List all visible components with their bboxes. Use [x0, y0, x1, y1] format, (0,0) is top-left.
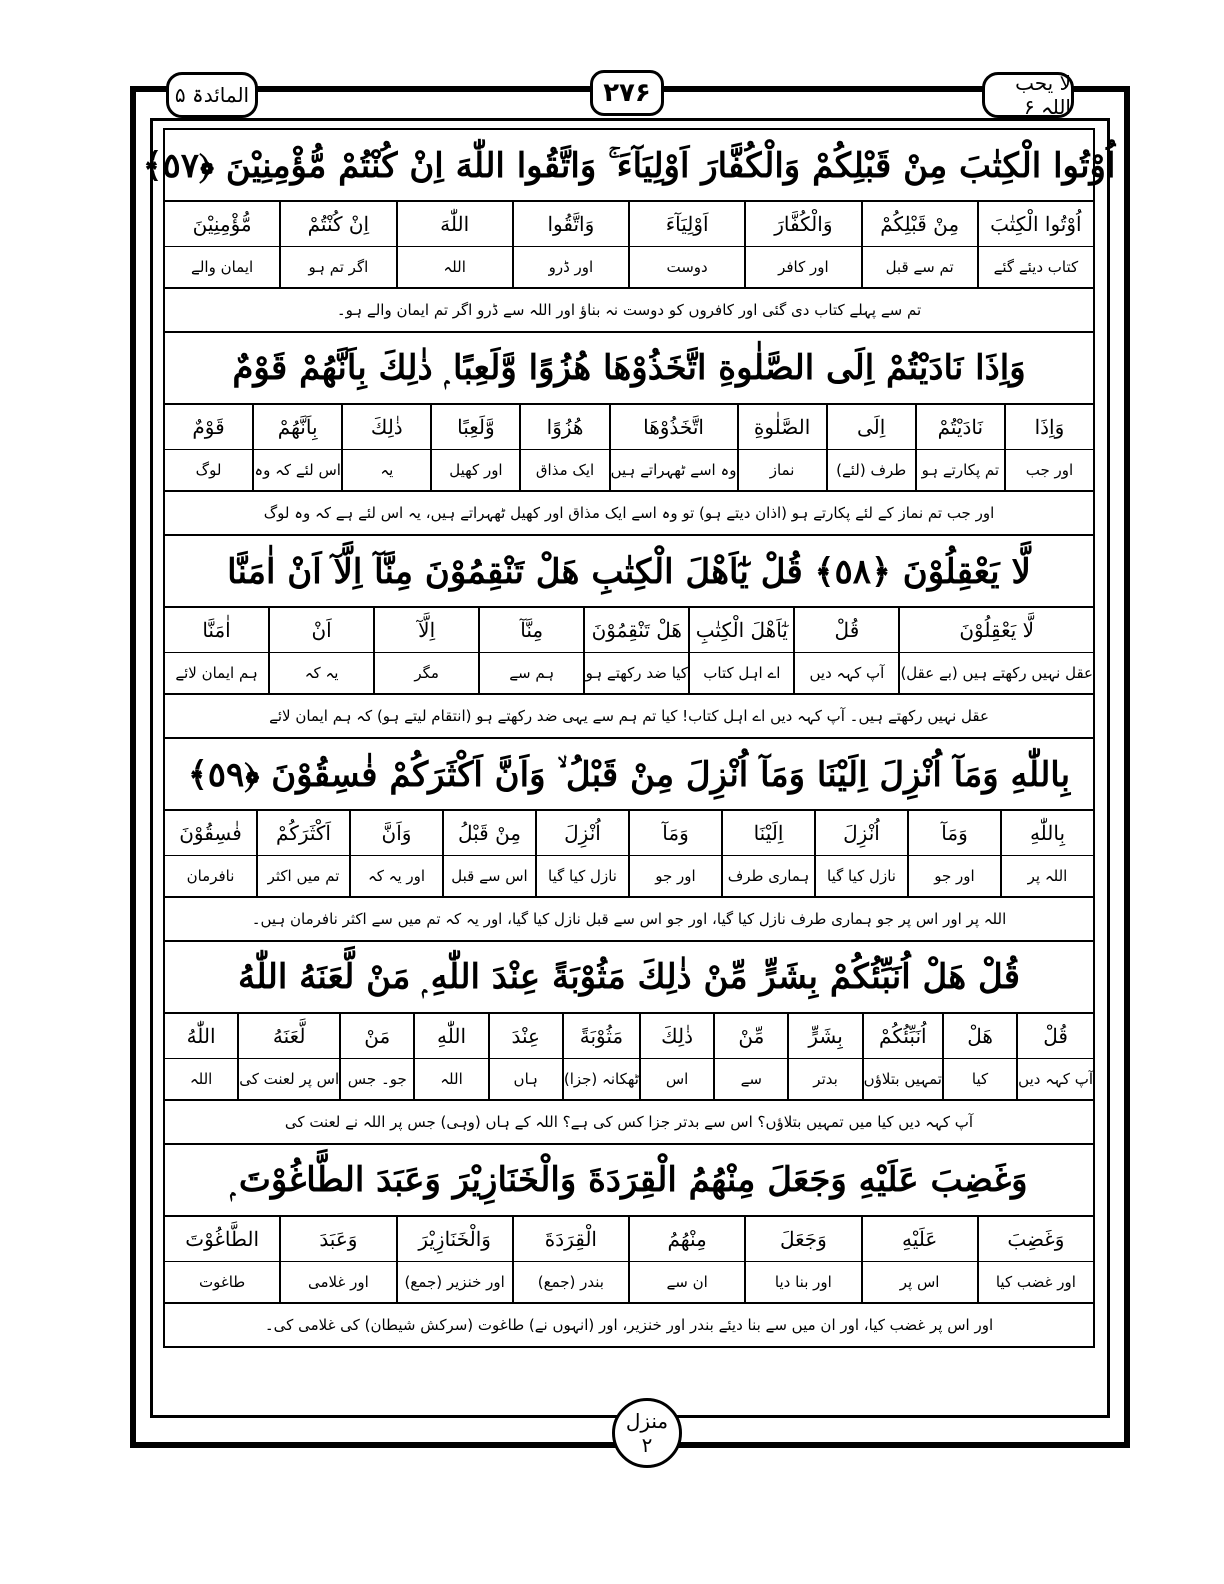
manzil-number: ۲	[641, 1433, 653, 1457]
arabic-word: قَوْمٌ	[165, 405, 252, 450]
ayah-line: وَغَضِبَ عَلَيْهِ وَجَعَلَ مِنْهُمُ الْقِرَدَةَ وَالْخَنَازِيْرَ وَعَبَدَ الطَّاغُوْتَ ۭ	[165, 1145, 1093, 1217]
urdu-translation: تم سے پہلے کتاب دی گئی اور کافروں کو دوست نہ بناؤ اور اللہ سے ڈرو اگر تم ایمان والے ہو۔	[336, 301, 922, 319]
word-cell	[907, 811, 1000, 896]
arabic-word: مِنْ قَبْلُ	[444, 811, 535, 856]
ayah-line: وَاِذَا نَادَيْتُمْ اِلَى الصَّلٰوةِ اتَّخَذُوْهَا هُزُوًا وَّلَعِبًا ۭ ذٰلِكَ بِاَنَّهُمْ قَوْمٌ	[165, 333, 1093, 405]
word-cell	[430, 405, 519, 490]
arabic-word: مَنْ	[341, 1014, 413, 1059]
ayah-line: بِاللّٰهِ وَمَآ اُنْزِلَ اِلَيْنَا وَمَآ اُنْزِلَ مِنْ قَبْلُ ۙ وَاَنَّ اَكْثَرَكُمْ فٰسِقُوْنَ ﴿٥٩﴾	[165, 739, 1093, 811]
arabic-word: ذٰلِكَ	[641, 1014, 713, 1059]
word-cell	[268, 608, 373, 693]
word-cell	[814, 811, 907, 896]
arabic-word: وَمَآ	[630, 811, 721, 856]
urdu-word-meaning: بدتر	[813, 1070, 838, 1088]
word-cell	[237, 1014, 339, 1099]
arabic-word: لَّعَنَهُ	[239, 1014, 339, 1059]
arabic-word: اُنَبِّئُكُمْ	[864, 1014, 942, 1059]
verse-block	[163, 1143, 1095, 1348]
word-cell	[826, 405, 915, 490]
arabic-word: مِّنْ	[715, 1014, 787, 1059]
arabic-word: اللّٰهُ	[165, 1014, 237, 1059]
urdu-translation: اللہ پر اور اس پر جو ہماری طرف نازل کیا گیا، اور جو اس سے قبل نازل کیا گیا، اور یہ کہ تم میں سے اکثر نافرمان ہیں۔	[251, 910, 1007, 928]
word-cell	[373, 608, 478, 693]
urdu-word-meaning: تم سے قبل	[885, 258, 954, 276]
arabic-word: اِلَيْنَا	[723, 811, 814, 856]
word-cell	[562, 1014, 639, 1099]
arabic-word: قُلْ	[1018, 1014, 1093, 1059]
arabic-word: وَاتَّقُوا	[514, 202, 628, 247]
arabic-word: مُّؤْمِنِيْنَ	[165, 202, 279, 247]
word-cell	[165, 1217, 279, 1302]
urdu-word-meaning: ہاں	[513, 1070, 538, 1088]
urdu-word-meaning: ہم سے	[509, 664, 555, 682]
urdu-translation: اور جب تم نماز کے لئے پکارتے ہو (اذان دیتے ہو) تو وہ اسے ایک مذاق اور کھیل ٹھہراتے ہیں، یہ اس لئے ہے کہ وہ لوگ	[263, 504, 995, 522]
word-cell	[519, 405, 608, 490]
word-cell	[1000, 811, 1093, 896]
word-cell	[787, 1014, 861, 1099]
urdu-translation: عقل نہیں رکھتے ہیں۔ آپ کہہ دیں اے اہل کتاب! کیا تم ہم سے یہی ضد رکھتے ہو (انتقام لیتے ہو) کہ ہم ایمان لائے	[269, 707, 989, 725]
urdu-word-meaning: اس سے قبل	[451, 867, 528, 885]
urdu-word-meaning: اور غلامی	[307, 1273, 369, 1291]
word-cell	[341, 405, 430, 490]
urdu-word-meaning: کتاب دیئے گئے	[993, 258, 1079, 276]
urdu-word-meaning: نافرمان	[186, 867, 235, 885]
arabic-word: بِشَرٍّ	[789, 1014, 861, 1059]
urdu-word-meaning: کیا	[971, 1070, 989, 1088]
word-by-word-grid	[165, 405, 1093, 492]
urdu-word-meaning: اور یہ کہ	[367, 867, 426, 885]
urdu-word-meaning: ٹھکانہ (جزا)	[563, 1070, 639, 1088]
urdu-word-meaning: ہم ایمان لائے	[175, 664, 258, 682]
urdu-word-meaning: اور کھیل	[449, 461, 503, 479]
arabic-word: وَاِذَا	[1006, 405, 1093, 450]
arabic-word: اَوْلِيَآءَ	[630, 202, 744, 247]
arabic-word: يٰٓاَهْلَ الْكِتٰبِ	[690, 608, 793, 653]
word-cell	[1004, 405, 1093, 490]
arabic-word: اِنْ كُنْتُمْ	[281, 202, 395, 247]
word-cell	[609, 405, 737, 490]
arabic-word: قُلْ	[795, 608, 898, 653]
arabic-word: اُوْتُوا الْكِتٰبَ	[979, 202, 1093, 247]
urdu-word-meaning: ہماری طرف	[727, 867, 810, 885]
verse-block	[142, 128, 1116, 331]
urdu-word-meaning: کیا ضد رکھتے ہو	[585, 664, 688, 682]
word-cell	[977, 202, 1093, 287]
arabic-word: هَلْ	[944, 1014, 1016, 1059]
word-cell	[413, 1014, 487, 1099]
urdu-word-meaning: طاغوت	[199, 1273, 246, 1291]
arabic-word: عِنْدَ	[490, 1014, 562, 1059]
word-cell	[583, 608, 688, 693]
word-by-word-grid	[165, 811, 1093, 898]
arabic-word: مَثُوْبَةً	[564, 1014, 639, 1059]
arabic-word: اللّٰهِ	[415, 1014, 487, 1059]
urdu-word-meaning: اللہ	[189, 1070, 213, 1088]
urdu-word-meaning: عقل نہیں رکھتے ہیں (بے عقل)	[900, 664, 1093, 682]
verse-block	[163, 331, 1095, 534]
urdu-translation: اور اس پر غضب کیا، اور ان میں سے بنا دیئے بندر اور خنزیر، اور (انہوں نے) طاغوت (سرکش شیطان) کی غلامی کی۔	[264, 1316, 994, 1334]
ayah-line: اُوْتُوا الْكِتٰبَ مِنْ قَبْلِكُمْ وَالْكُفَّارَ اَوْلِيَآءَ ۚ وَاتَّقُوا اللّٰهَ اِنْ كُنْتُمْ مُّؤْمِنِيْنَ ﴿٥٧﴾	[165, 130, 1093, 202]
arabic-word: الطَّاغُوْتَ	[165, 1217, 279, 1262]
word-cell	[862, 1014, 942, 1099]
arabic-word: هَلْ تَنْقِمُوْنَ	[585, 608, 688, 653]
word-cell	[628, 811, 721, 896]
word-cell	[165, 811, 256, 896]
urdu-word-meaning: اس	[665, 1070, 689, 1088]
arabic-word: الصَّلٰوةِ	[739, 405, 826, 450]
word-by-word-grid	[165, 202, 1093, 289]
arabic-word: مِنْهُمُ	[630, 1217, 744, 1262]
word-cell	[488, 1014, 562, 1099]
urdu-word-meaning: اور خنزیر (جمع)	[404, 1273, 505, 1291]
ayah-line: قُلْ هَلْ اُنَبِّئُكُمْ بِشَرٍّ مِّنْ ذٰلِكَ مَثُوْبَةً عِنْدَ اللّٰهِ ۭ مَنْ لَّعَنَهُ اللّٰهُ	[165, 942, 1093, 1014]
arabic-word: وَجَعَلَ	[746, 1217, 860, 1262]
word-cell	[977, 1217, 1093, 1302]
word-cell	[721, 811, 814, 896]
word-by-word-grid	[165, 1217, 1093, 1304]
arabic-word: وَعَبَدَ	[281, 1217, 395, 1262]
verse-block	[163, 534, 1095, 737]
urdu-word-meaning: یہ	[380, 461, 394, 479]
word-cell	[744, 1217, 860, 1302]
arabic-word: بِاَنَّهُمْ	[254, 405, 341, 450]
word-cell	[639, 1014, 713, 1099]
word-cell	[535, 811, 628, 896]
arabic-word: وَمَآ	[909, 811, 1000, 856]
urdu-word-meaning: آپ کہہ دیں	[1018, 1070, 1093, 1088]
word-by-word-grid	[165, 1014, 1093, 1101]
arabic-word: فٰسِقُوْنَ	[165, 811, 256, 856]
arabic-word: وَاَنَّ	[351, 811, 442, 856]
urdu-word-meaning: یہ کہ	[304, 664, 339, 682]
urdu-word-meaning: اور ڈرو	[548, 258, 594, 276]
word-cell	[349, 811, 442, 896]
arabic-word: مِنْ قَبْلِكُمْ	[863, 202, 977, 247]
urdu-word-meaning: دوست	[666, 258, 708, 276]
verse-block	[163, 737, 1095, 940]
urdu-word-meaning: اور بنا دیا	[774, 1273, 832, 1291]
urdu-word-meaning: آپ کہہ دیں	[809, 664, 885, 682]
arabic-word: نَادَيْتُمْ	[917, 405, 1004, 450]
word-cell	[279, 202, 395, 287]
urdu-word-meaning: اللہ پر	[1027, 867, 1068, 885]
word-cell	[628, 1217, 744, 1302]
arabic-word: وَّلَعِبًا	[432, 405, 519, 450]
urdu-translation: آپ کہہ دیں کیا میں تمہیں بتلاؤں؟ اس سے بدتر جزا کس کی ہے؟ اللہ کے ہاں (وہی) جس پر اللہ نے لعنت کی	[284, 1113, 974, 1131]
arabic-word: مِنَّآ	[480, 608, 583, 653]
urdu-word-meaning: وہ اسے ٹھہراتے ہیں	[610, 461, 737, 479]
word-cell	[512, 1217, 628, 1302]
word-cell	[942, 1014, 1016, 1099]
urdu-word-meaning: اللہ	[440, 1070, 463, 1088]
word-cell	[442, 811, 535, 896]
urdu-word-meaning: سے	[740, 1070, 762, 1088]
urdu-word-meaning: اس لئے کہ وہ	[254, 461, 341, 479]
word-cell	[165, 405, 252, 490]
arabic-word: الْقِرَدَةَ	[514, 1217, 628, 1262]
page-content	[142, 128, 1116, 1348]
verse-block	[163, 940, 1095, 1143]
arabic-word: هُزُوًا	[521, 405, 608, 450]
word-cell	[915, 405, 1004, 490]
arabic-word: بِاللّٰهِ	[1002, 811, 1093, 856]
urdu-word-meaning: ایک مذاق	[535, 461, 595, 479]
arabic-word: اتَّخَذُوْهَا	[611, 405, 737, 450]
urdu-word-meaning: طرف (لئے)	[836, 461, 907, 479]
word-cell	[861, 1217, 977, 1302]
arabic-word: اُنْزِلَ	[816, 811, 907, 856]
word-cell	[744, 202, 860, 287]
arabic-word: اَنْ	[270, 608, 373, 653]
word-cell	[252, 405, 341, 490]
arabic-word: اَكْثَرَكُمْ	[258, 811, 349, 856]
word-cell	[339, 1014, 413, 1099]
word-cell	[478, 608, 583, 693]
arabic-word: اِلَى	[828, 405, 915, 450]
urdu-word-meaning: نازل کیا گیا	[827, 867, 896, 885]
arabic-word: وَالْخَنَازِيْرَ	[398, 1217, 512, 1262]
arabic-word: لَّا يَعْقِلُوْنَ	[900, 608, 1093, 653]
word-cell	[861, 202, 977, 287]
word-by-word-grid	[165, 608, 1093, 695]
word-cell	[396, 202, 512, 287]
urdu-word-meaning: اور کافر	[778, 258, 829, 276]
urdu-word-meaning: اگر تم ہو	[308, 258, 369, 276]
urdu-word-meaning: اللہ	[443, 258, 466, 276]
urdu-word-meaning: اے اہل کتاب	[703, 664, 781, 682]
surah-name-tag: المائدۃ ۵	[166, 72, 258, 118]
urdu-word-meaning: اور جو	[655, 867, 696, 885]
word-cell	[898, 608, 1093, 693]
arabic-word: وَالْكُفَّارَ	[746, 202, 860, 247]
word-cell	[688, 608, 793, 693]
urdu-word-meaning: اس پر	[899, 1273, 940, 1291]
arabic-word: ذٰلِكَ	[343, 405, 430, 450]
word-cell	[165, 1014, 237, 1099]
urdu-word-meaning: اور جو	[934, 867, 975, 885]
page-number: ۲۷۶	[590, 70, 664, 116]
word-cell	[737, 405, 826, 490]
urdu-word-meaning: اور جب	[1025, 461, 1074, 479]
arabic-word: وَغَضِبَ	[979, 1217, 1093, 1262]
urdu-word-meaning: تم پکارتے ہو	[921, 461, 1000, 479]
word-cell	[512, 202, 628, 287]
ayah-line: لَّا يَعْقِلُوْنَ ﴿٥٨﴾ قُلْ يٰٓاَهْلَ الْكِتٰبِ هَلْ تَنْقِمُوْنَ مِنَّآ اِلَّآ اَنْ اٰمَنَّا	[165, 536, 1093, 608]
word-cell	[1016, 1014, 1093, 1099]
urdu-word-meaning: اور غضب کیا	[995, 1273, 1076, 1291]
word-cell	[165, 202, 279, 287]
urdu-word-meaning: ان سے	[666, 1273, 708, 1291]
urdu-word-meaning: لوگ	[195, 461, 222, 479]
arabic-word: عَلَيْهِ	[863, 1217, 977, 1262]
urdu-word-meaning: جو۔ جس	[347, 1070, 407, 1088]
arabic-word: اٰمَنَّا	[165, 608, 268, 653]
manzil-label: منزل	[625, 1409, 669, 1433]
arabic-word: اُنْزِلَ	[537, 811, 628, 856]
urdu-word-meaning: تم میں اکثر	[267, 867, 340, 885]
urdu-word-meaning: بندر (جمع)	[537, 1273, 604, 1291]
urdu-word-meaning: نماز	[769, 461, 795, 479]
urdu-word-meaning: اس پر لعنت کی	[239, 1070, 340, 1088]
word-cell	[713, 1014, 787, 1099]
arabic-word: اللّٰهَ	[398, 202, 512, 247]
manzil-badge	[612, 1398, 682, 1468]
urdu-word-meaning: ایمان والے	[191, 258, 254, 276]
urdu-word-meaning: مگر	[414, 664, 439, 682]
word-cell	[256, 811, 349, 896]
word-cell	[396, 1217, 512, 1302]
word-cell	[793, 608, 898, 693]
arabic-word: اِلَّآ	[375, 608, 478, 653]
word-cell	[628, 202, 744, 287]
word-cell	[165, 608, 268, 693]
urdu-word-meaning: نازل کیا گیا	[548, 867, 617, 885]
word-cell	[279, 1217, 395, 1302]
para-name-tag: لا یحب اللہ ۶	[982, 72, 1074, 118]
urdu-word-meaning: تمہیں بتلاؤں	[863, 1070, 942, 1088]
